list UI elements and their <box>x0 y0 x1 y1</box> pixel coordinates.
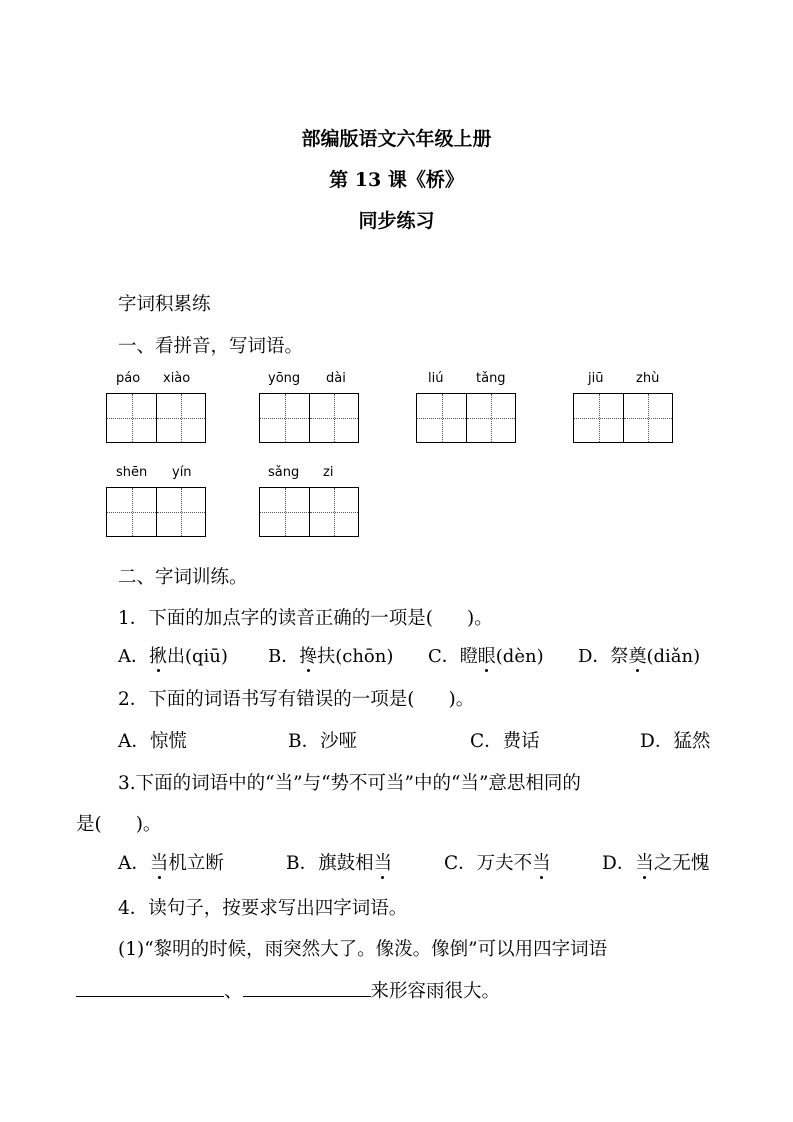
pinyin: shēn <box>116 465 148 480</box>
question-2-option-d[interactable]: D．猛然 <box>640 731 711 752</box>
answer-blank-1[interactable] <box>76 980 224 997</box>
question-3-option-d[interactable]: D．当之无愧 <box>602 853 710 874</box>
question-2-option-a[interactable]: A．惊慌 <box>118 731 187 752</box>
pinyin: tǎng <box>476 371 506 386</box>
pinyin: jiū <box>588 371 604 386</box>
question-3-option-a[interactable]: A．当机立断 <box>118 853 224 874</box>
question-3-stem-line1: 3.下面的词语中的“当”与“势不可当”中的“当”意思相同的 <box>118 773 581 794</box>
question-1-option-b[interactable]: B．搀扶(chōn) <box>268 646 394 667</box>
pinyin: liú <box>428 371 444 386</box>
question-1-option-a[interactable]: A．揪出(qiū) <box>118 646 228 667</box>
question-2-option-b[interactable]: B．沙哑 <box>288 731 358 752</box>
part2-heading: 二、字词训练。 <box>118 567 248 588</box>
tian-grid[interactable] <box>573 393 673 443</box>
question-2-stem: 2．下面的词语书写有错误的一项是( )。 <box>118 689 475 710</box>
pinyin: dài <box>326 371 346 386</box>
tian-grid[interactable] <box>416 393 516 443</box>
pinyin: páo <box>116 371 141 386</box>
tian-grid[interactable] <box>106 487 206 537</box>
pinyin: yín <box>172 465 192 480</box>
pinyin: zi <box>323 465 334 480</box>
doc-title: 部编版语文六年级上册 <box>301 128 492 150</box>
question-4-stem: 4．读句子，按要求写出四字词语。 <box>118 898 408 919</box>
question-2-option-c[interactable]: C．费话 <box>470 731 540 752</box>
pinyin: zhù <box>636 371 660 386</box>
question-4-sub1-line1: (1)“黎明的时候，雨突然大了。像泼。像倒”可以用四字词语 <box>118 939 608 960</box>
answer-blank-2[interactable] <box>243 980 371 997</box>
tian-grid[interactable] <box>259 487 359 537</box>
question-1-stem: 1．下面的加点字的读音正确的一项是( )。 <box>118 608 493 629</box>
pinyin: xiào <box>163 371 191 386</box>
question-1-option-d[interactable]: D．祭奠(diǎn) <box>578 646 701 667</box>
pinyin: sǎng <box>268 465 300 480</box>
part1-heading: 一、看拼音，写词语。 <box>118 336 304 357</box>
tian-grid[interactable] <box>106 393 206 443</box>
question-4-sub1-line2: 、 来形容雨很大。 <box>76 977 500 1003</box>
question-3-option-b[interactable]: B．旗鼓相当 <box>286 853 393 874</box>
question-3-stem-line2: 是( )。 <box>76 814 162 835</box>
pinyin: yōng <box>268 371 301 386</box>
lesson-title: 第 13 课《桥》 <box>329 169 464 191</box>
question-3-option-c[interactable]: C．万夫不当 <box>444 853 551 874</box>
section-heading: 字词积累练 <box>118 294 211 315</box>
tian-grid[interactable] <box>259 393 359 443</box>
exercise-title: 同步练习 <box>358 210 435 232</box>
question-1-option-c[interactable]: C．瞪眼(dèn) <box>428 646 544 667</box>
